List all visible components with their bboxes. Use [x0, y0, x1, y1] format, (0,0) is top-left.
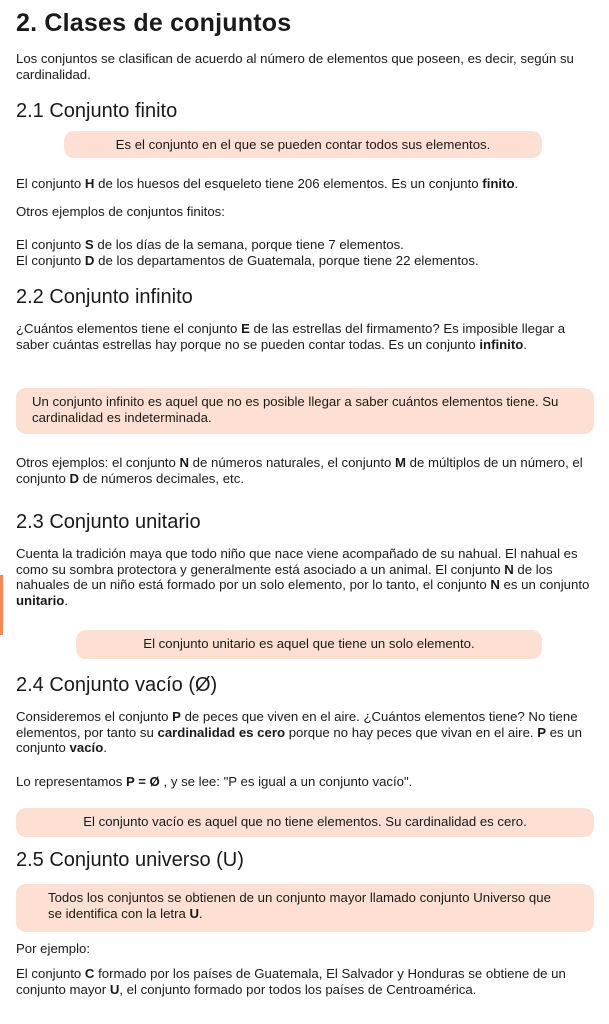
section-heading-finito: 2.1 Conjunto finito [16, 100, 178, 122]
paragraph: Otros ejemplos: el conjunto N de números naturales, el conjunto M de múltiplos de un número, el conjunto D de números decimales, etc. [16, 455, 583, 486]
paragraph: ¿Cuántos elementos tiene el conjunto E de las estrellas del firmamento? Es imposible llegar a saber cuántas estrellas hay porque no se pueden contar todas. Es un conjunto infinito. [16, 321, 566, 352]
definition-text: Un conjunto infinito es aquel que no es posible llegar a saber cuántos elementos tiene. Su cardinalidad es indeterminada. [32, 394, 559, 425]
paragraph: Por ejemplo: [16, 941, 91, 956]
paragraph: Otros ejemplos de conjuntos finitos: [16, 204, 225, 219]
paragraph: Lo representamos P = Ø , y se lee: "P es igual a un conjunto vacío". [16, 774, 413, 789]
definition-box-infinito [16, 388, 594, 434]
paragraph: Consideremos el conjunto P de peces que viven en el aire. ¿Cuántos elementos tiene? No tiene elementos, por tanto su cardinalidad es cero porque no hay peces que vivan en el aire. P es un conjunto vacío. [16, 709, 582, 755]
definition-box-unitario [76, 630, 542, 659]
definition-text: Es el conjunto en el que se pueden contar todos sus elementos. [115, 137, 491, 152]
definition-box-universo [16, 884, 594, 932]
page-title: 2. Clases de conjuntos [16, 9, 292, 37]
definition-box-vacio [16, 808, 594, 837]
section-heading-infinito: 2.2 Conjunto infinito [16, 286, 193, 308]
margin-marker [0, 575, 3, 635]
paragraph: El conjunto H de los huesos del esqueleto tiene 206 elementos. Es un conjunto finito. [16, 176, 519, 191]
section-heading-vacio: 2.4 Conjunto vacío (Ø) [16, 674, 218, 696]
definition-box-finito [64, 131, 542, 158]
section-heading-universo: 2.5 Conjunto universo (U) [16, 849, 244, 871]
paragraph: Cuenta la tradición maya que todo niño que nace viene acompañado de su nahual. El nahual es como su sombra protectora y generalmente está asociado a un animal. El conjunto N de los nahuales de un niño está formado por un solo elemento, por lo tanto, el conjunto N es un conjunto unitario. [16, 546, 590, 608]
definition-text: El conjunto vacío es aquel que no tiene elementos. Su cardinalidad es cero. [83, 814, 527, 829]
intro-paragraph: Los conjuntos se clasifican de acuerdo al número de elementos que poseen, es decir, según su cardinalidad. [16, 51, 574, 82]
example-line: El conjunto D de los departamentos de Guatemala, porque tiene 22 elementos. [16, 253, 479, 268]
definition-text: Todos los conjuntos se obtienen de un conjunto mayor llamado conjunto Universo que se identifica con la letra U. [48, 890, 551, 921]
paragraph: El conjunto C formado por los países de Guatemala, El Salvador y Honduras se obtiene de un conjunto mayor U, el conjunto formado por todos los países de Centroamérica. [16, 966, 566, 997]
example-line: El conjunto S de los días de la semana, porque tiene 7 elementos. [16, 237, 404, 252]
section-heading-unitario: 2.3 Conjunto unitario [16, 511, 201, 533]
definition-text: El conjunto unitario es aquel que tiene un solo elemento. [143, 636, 475, 651]
